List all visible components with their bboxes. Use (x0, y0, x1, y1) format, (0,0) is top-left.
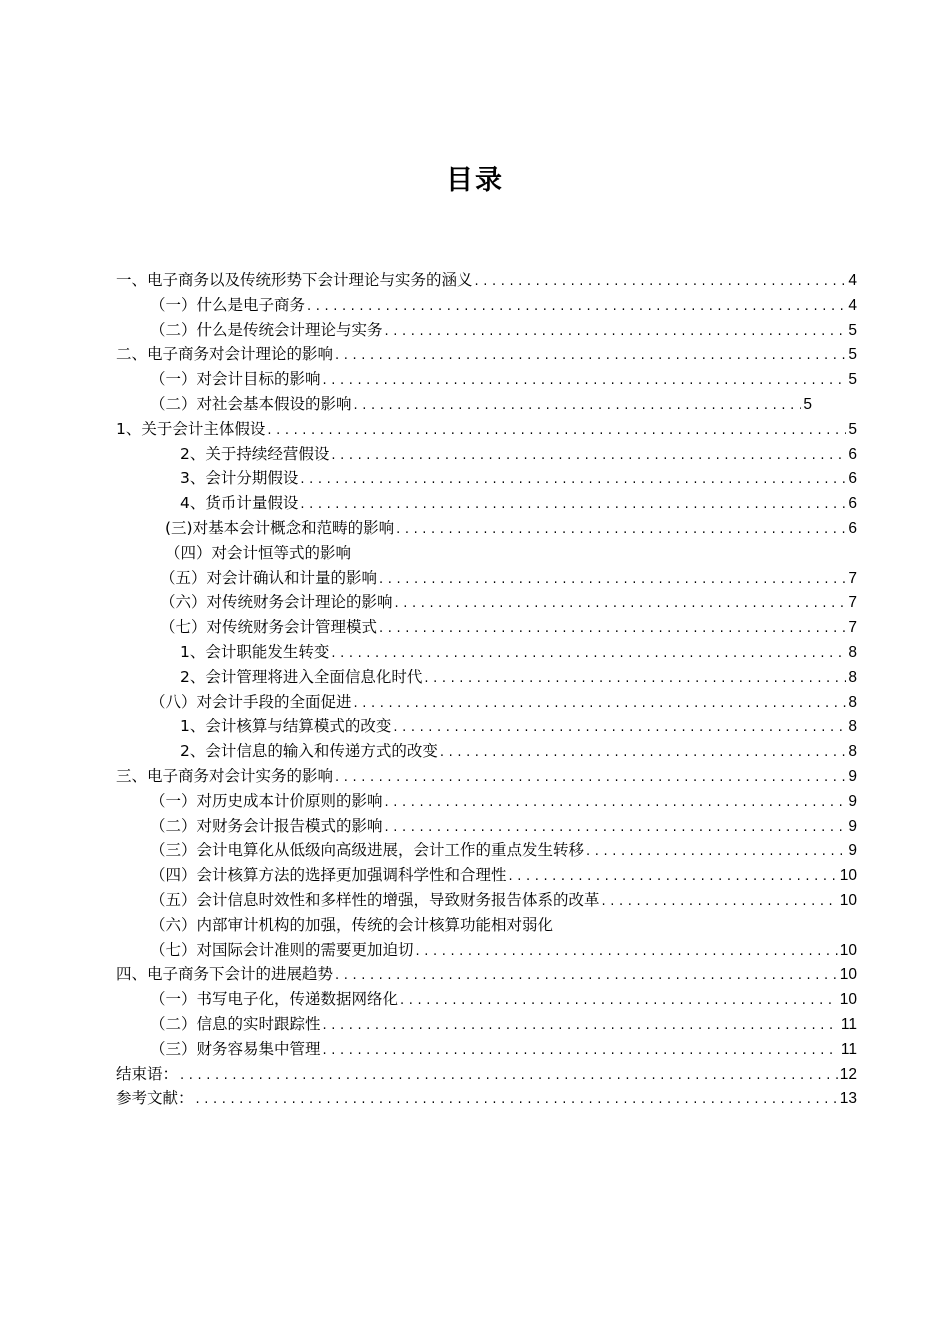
toc-entry[interactable] (150, 690, 857, 714)
toc-entry-page: 10 (839, 991, 857, 1009)
toc-entry-page: 12 (839, 1065, 857, 1083)
toc-entry-page: 11 (840, 1016, 857, 1033)
toc-entry[interactable] (116, 417, 857, 441)
toc-entry[interactable] (116, 962, 857, 986)
toc-leader-dots (440, 741, 847, 765)
toc-entry-label: （一）对会计目标的影响 (150, 370, 321, 389)
toc-leader-dots (323, 369, 847, 393)
toc-entry-label: （二）什么是传统会计理论与实务 (150, 320, 383, 339)
toc-entry[interactable] (150, 1037, 857, 1061)
toc-entry[interactable] (160, 566, 857, 590)
toc-entry-page: 8 (848, 668, 857, 686)
toc-entry[interactable] (116, 764, 857, 788)
toc-entry[interactable] (180, 442, 857, 466)
toc-entry-label: 四、电子商务下会计的进展趋势 (116, 965, 334, 984)
toc-leader-dots (323, 1039, 839, 1063)
toc-entry-page: 5 (848, 346, 857, 364)
toc-entry[interactable] (150, 888, 857, 912)
toc-entry[interactable] (160, 590, 857, 614)
toc-entry-label: （六）内部审计机构的加强，传统的会计核算功能相对弱化 (150, 915, 554, 934)
toc-entry-label: 2、会计信息的输入和传递方式的改变 (180, 742, 438, 761)
toc-entry-page: 8 (848, 644, 857, 661)
toc-entry-page: 9 (848, 842, 857, 860)
toc-entry-label: （七）对国际会计准则的需要更加迫切 (150, 940, 414, 959)
toc-entry[interactable] (150, 838, 857, 862)
toc-entry-page: 7 (848, 569, 857, 587)
toc-entry-page: 4 (848, 272, 857, 289)
toc-leader-dots (267, 419, 846, 443)
toc-leader-dots (354, 394, 802, 418)
toc-leader-dots (602, 890, 838, 914)
toc-entry[interactable] (180, 665, 857, 689)
toc-entry[interactable] (150, 367, 857, 391)
toc-leader-dots (416, 940, 838, 964)
toc-entry-label: 三、电子商务对会计实务的影响 (116, 767, 334, 785)
toc-leader-dots (354, 692, 847, 716)
toc-leader-dots (335, 766, 846, 790)
toc-entry[interactable] (150, 293, 857, 317)
toc-entry-label: 3、会计分期假设 (180, 469, 299, 488)
toc-entry-label: （一）什么是电子商务 (150, 295, 306, 314)
toc-entry-page: 13 (839, 1090, 857, 1108)
toc-leader-dots (331, 642, 846, 666)
toc-entry[interactable] (165, 516, 857, 540)
toc-entry-page: 7 (848, 594, 857, 612)
toc-entry[interactable] (180, 739, 857, 763)
toc-entry-page: 5 (848, 371, 857, 389)
toc-entry-label: 4、货币计量假设 (180, 494, 299, 513)
toc-leader-dots (196, 1088, 838, 1112)
toc-entry-label: （一）书写电子化，传递数据网络化 (150, 990, 399, 1009)
toc-leader-dots (586, 840, 846, 864)
toc-entry[interactable] (180, 640, 857, 664)
toc-entry-label: （八）对会计手段的全面促进 (150, 692, 352, 711)
toc-leader-dots (400, 989, 838, 1013)
toc-entry-page: 11 (840, 1040, 857, 1058)
toc-entry-page: 5 (848, 321, 857, 339)
toc-entry-label: 1、会计核算与结算模式的改变 (180, 717, 392, 736)
toc-entry-label: （四）对会计恒等式的影响 (165, 543, 352, 562)
toc-entry[interactable] (150, 938, 857, 962)
toc-entry-page: 5 (848, 420, 857, 438)
toc-entry-label: (三)对基本会计概念和范畴的影响 (165, 519, 395, 537)
toc-entry-label: （三）财务容易集中管理 (150, 1039, 321, 1058)
toc-entry-page: 6 (848, 470, 857, 488)
toc-leader-dots (300, 468, 846, 492)
toc-entry-page: 4 (848, 296, 857, 314)
toc-entry-page: 6 (848, 520, 857, 537)
toc-entry-label: 2、关于持续经营假设 (180, 444, 330, 463)
toc-entry-label: （七）对传统财务会计管理模式 (160, 618, 378, 637)
toc-leader-dots (396, 518, 846, 542)
toc-entry-label: （二）对财务会计报告模式的影响 (150, 816, 383, 835)
toc-entry-label: 一、电子商务以及传统形势下会计理论与实务的涵义 (116, 271, 473, 289)
toc-entry[interactable] (165, 541, 857, 565)
toc-leader-dots (331, 444, 846, 468)
toc-entry-label: （五）对会计确认和计量的影响 (160, 568, 378, 587)
toc-entry[interactable] (116, 1062, 857, 1086)
toc-entry[interactable] (116, 342, 857, 366)
toc-entry[interactable] (116, 268, 857, 292)
toc-entry-page: 8 (848, 718, 857, 736)
toc-entry-page: 10 (839, 966, 857, 984)
toc-entry-label: 二、电子商务对会计理论的影响 (116, 345, 334, 364)
toc-entry-label: （六）对传统财务会计理论的影响 (160, 593, 393, 612)
toc-entry-page: 8 (848, 743, 857, 761)
toc-leader-dots (475, 270, 847, 294)
toc-leader-dots (395, 592, 847, 616)
toc-leader-dots (393, 716, 846, 740)
toc-leader-dots (307, 295, 846, 319)
toc-entry-page: 9 (848, 817, 857, 835)
toc-entry[interactable] (150, 814, 857, 838)
toc-entry[interactable] (150, 318, 857, 342)
toc-entry[interactable] (150, 987, 857, 1011)
toc-leader-dots (335, 344, 846, 368)
toc-entry-label: （四）会计核算方法的选择更加强调科学性和合理性 (150, 866, 507, 885)
toc-entry-label: 结束语： (116, 1064, 179, 1083)
toc-entry-page: 10 (839, 941, 857, 959)
toc-entry[interactable] (150, 863, 857, 887)
toc-entry-label: （三）会计电算化从低级向高级进展，会计工作的重点发生转移 (150, 841, 585, 860)
toc-entry-page: 9 (848, 792, 857, 810)
toc-entry-page: 6 (848, 445, 857, 463)
toc-leader-dots (509, 865, 838, 889)
toc-entry-page: 10 (839, 867, 857, 885)
toc-entry[interactable] (116, 1086, 857, 1110)
toc-leader-dots (300, 493, 846, 517)
toc-entry-label: 参考文献： (116, 1089, 194, 1108)
toc-entry-page: 6 (848, 495, 857, 513)
toc-leader-dots (323, 1014, 839, 1038)
toc-leader-dots (180, 1064, 838, 1088)
toc-leader-dots (424, 667, 846, 691)
toc-entry[interactable] (150, 789, 857, 813)
toc-entry-label: （二）对社会基本假设的影响 (150, 395, 352, 413)
toc-entry-page: 5 (803, 396, 812, 413)
toc-entry[interactable] (180, 714, 857, 738)
toc-entry-page: 9 (848, 768, 857, 785)
toc-leader-dots (385, 816, 847, 840)
toc-entry-label: （二）信息的实时跟踪性 (150, 1015, 321, 1033)
toc-entry-label: 1、关于会计主体假设 (116, 419, 266, 438)
toc-leader-dots (335, 964, 838, 988)
toc-leader-dots (379, 568, 846, 592)
toc-entry-label: 1、会计职能发生转变 (180, 643, 330, 661)
toc-leader-dots (385, 791, 847, 815)
toc-entry[interactable] (180, 491, 857, 515)
toc-entry[interactable] (160, 615, 857, 639)
toc-title: 目录 (446, 165, 504, 196)
toc-entry[interactable] (180, 466, 857, 490)
toc-leader-dots (385, 320, 847, 344)
toc-entry-label: 2、会计管理将进入全面信息化时代 (180, 667, 423, 686)
toc-entry-page: 10 (839, 892, 857, 909)
toc-leader-dots (379, 617, 846, 641)
toc-entry-page: 8 (848, 693, 857, 711)
toc-entry[interactable] (150, 392, 812, 416)
toc-entry-label: （五）会计信息时效性和多样性的增强，导致财务报告体系的改革 (150, 891, 600, 909)
toc-entry[interactable] (150, 1012, 857, 1036)
toc-entry[interactable] (150, 913, 857, 937)
toc-entry-label: （一）对历史成本计价原则的影响 (150, 791, 383, 810)
toc-entry-page: 7 (848, 619, 857, 637)
